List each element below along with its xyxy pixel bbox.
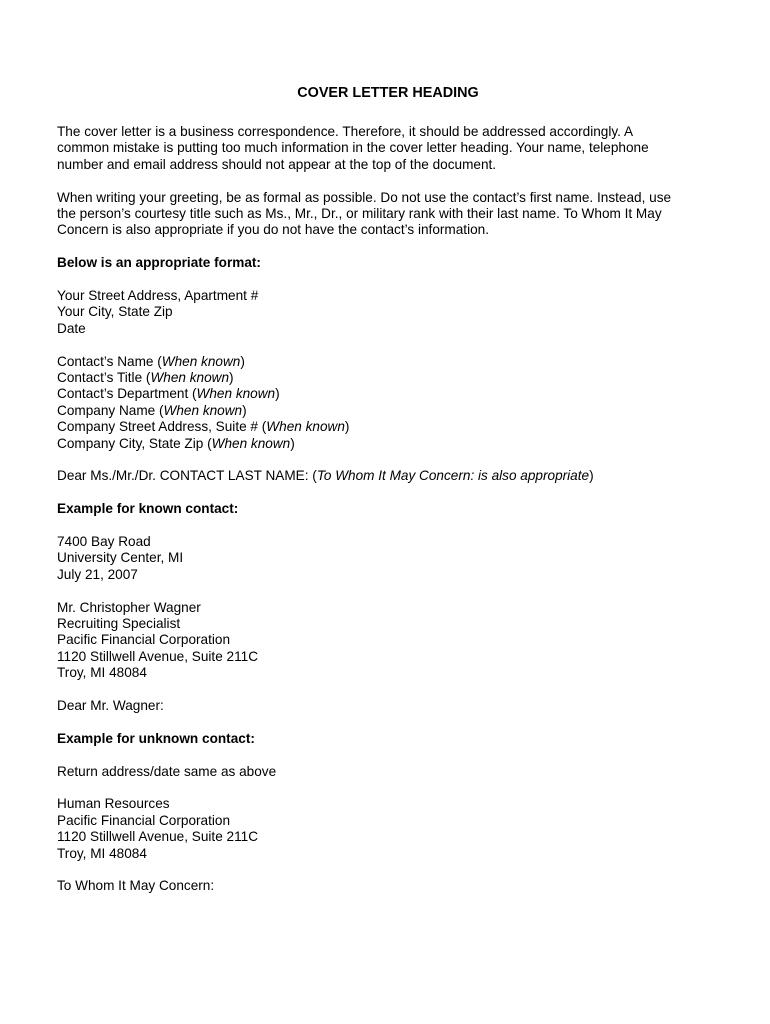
unknown-contact-heading: Example for unknown contact: bbox=[57, 730, 255, 746]
unknown-return-note: Return address/date same as above bbox=[57, 763, 277, 779]
intro-paragraph bbox=[57, 124, 717, 173]
intro-line: The cover letter is a business correspondence. Therefore, it should be addressed accordingly. A bbox=[57, 124, 634, 139]
greeting-advice-line: Concern is also appropriate if you do not have the contact’s information. bbox=[57, 222, 489, 238]
greeting-advice-line: When writing your greeting, be as formal as possible. Do not use the contact’s first name. Instead, use bbox=[57, 189, 672, 205]
return-address-line: Your Street Address, Apartment # bbox=[57, 288, 259, 304]
contact-line: 1120 Stillwell Avenue, Suite 211C bbox=[57, 648, 259, 664]
contact-line: Company Street Address, Suite # (When known) bbox=[57, 419, 350, 435]
return-address-line: July 21, 2007 bbox=[57, 566, 138, 582]
known-salutation: Dear Mr. Wagner: bbox=[57, 698, 164, 714]
known-contact-heading: Example for known contact: bbox=[57, 501, 239, 517]
contact-line: Contact’s Title (When known) bbox=[57, 370, 234, 386]
return-address-line: Date bbox=[57, 320, 86, 336]
intro-line: common mistake is putting too much information in the cover letter heading. Your name, telephone bbox=[57, 140, 649, 156]
return-address-line: University Center, MI bbox=[57, 550, 184, 566]
return-address-line: 7400 Bay Road bbox=[57, 534, 151, 550]
contact-line: Troy, MI 48084 bbox=[57, 845, 147, 861]
contact-line: Contact’s Name (When known) bbox=[57, 353, 245, 369]
intro-line: number and email address should not appear at the top of the document. bbox=[57, 156, 497, 172]
contact-line: 1120 Stillwell Avenue, Suite 211C bbox=[57, 829, 259, 845]
known-contact-address bbox=[57, 600, 717, 682]
return-address-template bbox=[57, 288, 717, 337]
contact-line: Recruiting Specialist bbox=[57, 616, 181, 632]
format-heading: Below is an appropriate format: bbox=[57, 255, 261, 271]
contact-line: Troy, MI 48084 bbox=[57, 665, 147, 681]
contact-block-template bbox=[57, 354, 717, 452]
contact-line: Pacific Financial Corporation bbox=[57, 632, 231, 648]
contact-line: Company Name (When known) bbox=[57, 402, 247, 418]
greeting-advice-line: the person’s courtesy title such as Ms., Mr., Dr., or military rank with their last name. To Whom It May bbox=[57, 206, 662, 222]
page-title: COVER LETTER HEADING bbox=[297, 85, 479, 101]
greeting-advice-paragraph bbox=[57, 190, 717, 239]
contact-line: Company City, State Zip (When known) bbox=[57, 435, 295, 451]
unknown-contact-address bbox=[57, 796, 717, 862]
contact-line: Human Resources bbox=[57, 796, 170, 812]
document-page bbox=[57, 84, 717, 911]
unknown-salutation: To Whom It May Concern: bbox=[57, 878, 215, 894]
salutation-template: Dear Ms./Mr./Dr. CONTACT LAST NAME: (To Whom It May Concern: is also appropriate) bbox=[57, 468, 594, 484]
contact-line: Contact’s Department (When known) bbox=[57, 386, 280, 402]
return-address-line: Your City, State Zip bbox=[57, 304, 173, 320]
contact-line: Pacific Financial Corporation bbox=[57, 812, 231, 828]
contact-line: Mr. Christopher Wagner bbox=[57, 599, 201, 615]
known-return-address bbox=[57, 534, 717, 583]
